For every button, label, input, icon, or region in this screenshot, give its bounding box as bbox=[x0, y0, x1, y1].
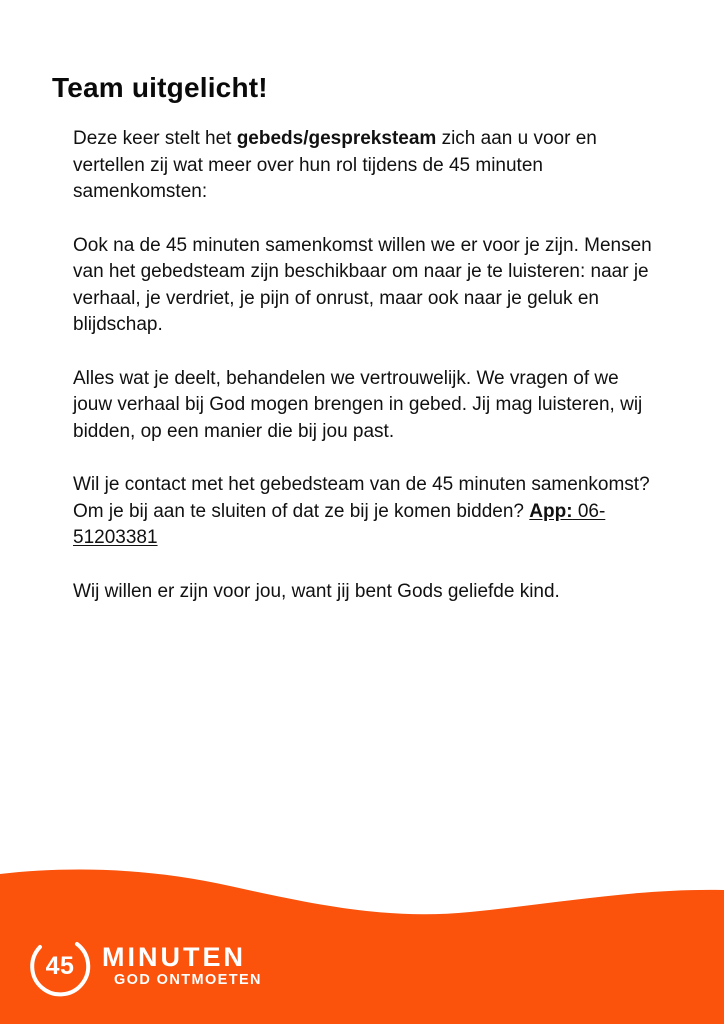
logo-number: 45 bbox=[45, 952, 75, 980]
contact-paragraph bbox=[73, 472, 653, 552]
logo-sub-text: GOD ONTMOETEN bbox=[114, 972, 262, 988]
logo-wordmark bbox=[102, 943, 262, 989]
intro-text-before: Deze keer stelt het bbox=[73, 128, 237, 149]
logo-ring-icon bbox=[28, 934, 92, 998]
intro-paragraph bbox=[73, 126, 653, 206]
article-body bbox=[73, 126, 653, 632]
logo-main-text: MINUTEN bbox=[102, 942, 246, 972]
app-label: App: bbox=[529, 500, 573, 522]
brand-logo bbox=[28, 934, 262, 998]
confidentiality-paragraph: Alles wat je deelt, behandelen we vertrouwelijk. We vragen of we jouw verhaal bij God mogen brengen in gebed. Jij mag luisteren, wij bidden, op een manier die bij jou past. bbox=[73, 367, 643, 442]
contact-text: Wil je contact met het gebedsteam van de 45 minuten samenkomst? Om je bij aan te sluiten of dat ze bij je komen bidden? bbox=[73, 474, 650, 522]
phone-number: 06-51203381 bbox=[73, 500, 606, 548]
team-name: gebeds/gespreksteam bbox=[236, 128, 437, 149]
intro-text-after: zich aan u voor en vertellen zij wat meer over hun rol tijdens de 45 minuten samenkomsten: bbox=[73, 128, 597, 202]
page-title: Team uitgelicht! bbox=[52, 72, 268, 103]
availability-paragraph: Ook na de 45 minuten samenkomst willen we er voor je zijn. Mensen van het gebedsteam zijn beschikbaar om naar je te luisteren: naar je verhaal, je verdriet, je pijn of onrust, maar ook naar je geluk en blijdschap. bbox=[73, 234, 652, 335]
closing-paragraph: Wij willen er zijn voor jou, want jij bent Gods geliefde kind. bbox=[73, 580, 560, 602]
